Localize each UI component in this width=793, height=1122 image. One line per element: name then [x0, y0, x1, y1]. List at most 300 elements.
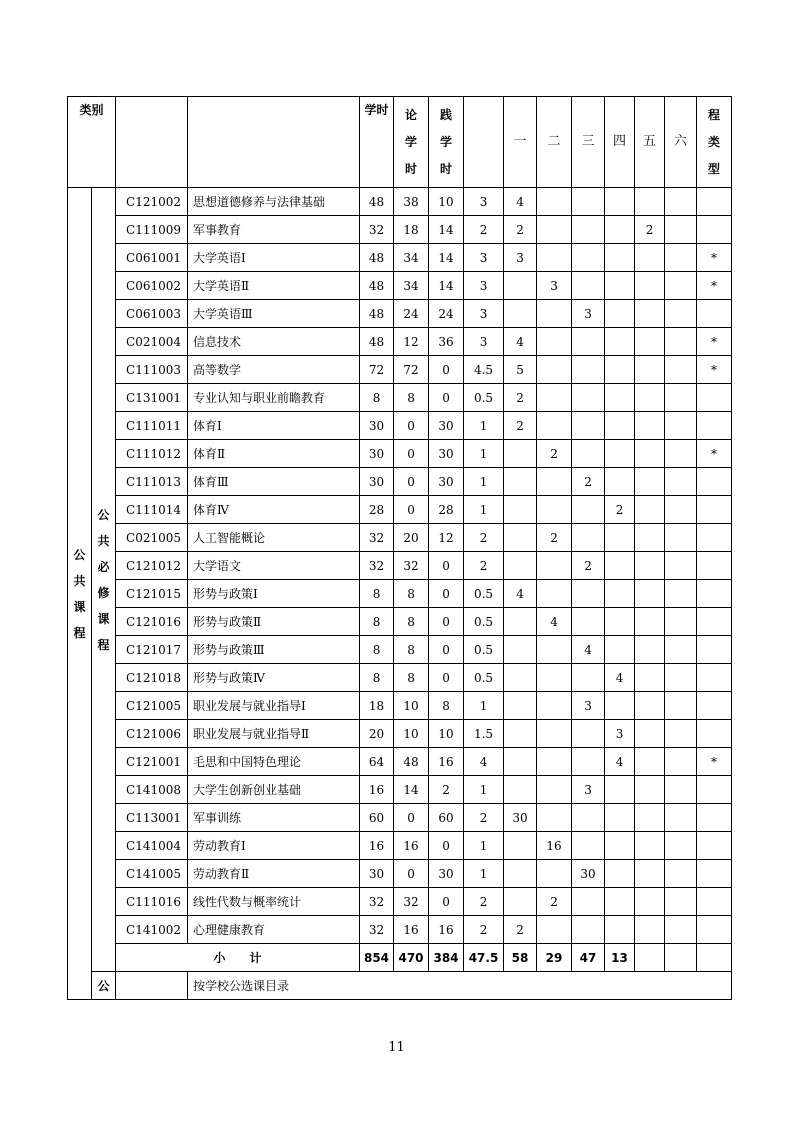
- cell-s3: [572, 580, 605, 608]
- cell-s6: [665, 804, 697, 832]
- cell-credit: 3: [464, 244, 504, 272]
- cell-hours: 48: [360, 244, 394, 272]
- cell-credit: 0.5: [464, 384, 504, 412]
- cell-practice: 0: [429, 832, 464, 860]
- cell-type: [697, 608, 732, 636]
- cell-type: [697, 216, 732, 244]
- cell-s6: [665, 496, 697, 524]
- cell-s5: [635, 832, 665, 860]
- cell-theory: 16: [394, 832, 429, 860]
- cell-credit: 2: [464, 916, 504, 944]
- cell-practice: 0: [429, 888, 464, 916]
- cell-s3: [572, 356, 605, 384]
- cell-s6: [665, 356, 697, 384]
- cell-practice: 12: [429, 524, 464, 552]
- cell-s3: [572, 524, 605, 552]
- cell-hours: 30: [360, 860, 394, 888]
- cell-s2: [537, 496, 572, 524]
- cell-s1: [504, 860, 537, 888]
- table-row: [68, 244, 732, 272]
- cell-s2: 2: [537, 524, 572, 552]
- course-name: 大学语文: [188, 552, 360, 580]
- cell-theory: 8: [394, 384, 429, 412]
- cell-s6: [665, 524, 697, 552]
- cell-s3: [572, 188, 605, 216]
- cell-hours: 32: [360, 552, 394, 580]
- cell-s5: [635, 356, 665, 384]
- course-code: C121016: [116, 608, 188, 636]
- cell-s4: [605, 356, 635, 384]
- cell-s6: [665, 468, 697, 496]
- cell-s3: [572, 804, 605, 832]
- cell-practice: 8: [429, 692, 464, 720]
- cell-s5: [635, 636, 665, 664]
- course-code: C131001: [116, 384, 188, 412]
- cell-s1: [504, 524, 537, 552]
- cell-s1: 4: [504, 580, 537, 608]
- cell-s5: [635, 888, 665, 916]
- cell-credit: 4.5: [464, 356, 504, 384]
- cell-credit: 3: [464, 328, 504, 356]
- course-code: C121001: [116, 748, 188, 776]
- cell-s1: [504, 300, 537, 328]
- cell-s6: [665, 720, 697, 748]
- cell-s2: [537, 552, 572, 580]
- cell-s3: [572, 888, 605, 916]
- cell-s5: [635, 244, 665, 272]
- header-sem2: 二: [537, 97, 572, 188]
- cell-s1: 5: [504, 356, 537, 384]
- cell-s3: 3: [572, 300, 605, 328]
- table-row: [68, 608, 732, 636]
- cell-s4: [605, 468, 635, 496]
- cell-s6: [665, 832, 697, 860]
- cell-s1: [504, 552, 537, 580]
- cell-theory: 0: [394, 440, 429, 468]
- cell-type: *: [697, 272, 732, 300]
- cell-s2: 16: [537, 832, 572, 860]
- cell-s2: 2: [537, 888, 572, 916]
- cell-s5: [635, 720, 665, 748]
- course-name: 形势与政策Ⅱ: [188, 608, 360, 636]
- cell-credit: 1: [464, 860, 504, 888]
- cell-type: [697, 776, 732, 804]
- cell-s5: [635, 580, 665, 608]
- course-code: C061002: [116, 272, 188, 300]
- cell-s1: [504, 468, 537, 496]
- cell-s1: [504, 692, 537, 720]
- course-name: 毛思和中国特色理论: [188, 748, 360, 776]
- table-row: [68, 356, 732, 384]
- curriculum-table: [67, 96, 732, 1000]
- cell-s2: [537, 776, 572, 804]
- header-practice: 践 学 时: [429, 97, 464, 188]
- cell-theory: 12: [394, 328, 429, 356]
- subtotal-empty: [635, 944, 665, 972]
- cell-s6: [665, 552, 697, 580]
- cell-hours: 16: [360, 776, 394, 804]
- cell-practice: 28: [429, 496, 464, 524]
- cell-theory: 8: [394, 664, 429, 692]
- course-code: C061001: [116, 244, 188, 272]
- cell-s4: [605, 244, 635, 272]
- cell-s2: [537, 244, 572, 272]
- cell-credit: 3: [464, 188, 504, 216]
- cell-hours: 8: [360, 636, 394, 664]
- table-row: [68, 552, 732, 580]
- cell-s3: [572, 216, 605, 244]
- course-name: 大学生创新创业基础: [188, 776, 360, 804]
- header-category: 类别: [68, 97, 116, 188]
- cell-theory: 0: [394, 804, 429, 832]
- cell-s2: [537, 188, 572, 216]
- cell-hours: 8: [360, 384, 394, 412]
- cell-s4: 4: [605, 748, 635, 776]
- cell-s3: 3: [572, 776, 605, 804]
- group-public-required: 公 共 必 修 课 程: [92, 188, 116, 972]
- course-name: 大学英语Ⅰ: [188, 244, 360, 272]
- cell-s6: [665, 636, 697, 664]
- cell-s4: [605, 188, 635, 216]
- cell-s6: [665, 216, 697, 244]
- cell-s1: 4: [504, 188, 537, 216]
- cell-s1: 2: [504, 384, 537, 412]
- course-code: C141002: [116, 916, 188, 944]
- cell-s2: [537, 216, 572, 244]
- header-row: [68, 97, 732, 188]
- cell-credit: 2: [464, 804, 504, 832]
- cell-type: *: [697, 244, 732, 272]
- course-name: 军事教育: [188, 216, 360, 244]
- cell-type: [697, 580, 732, 608]
- cell-s2: [537, 328, 572, 356]
- cell-s3: [572, 496, 605, 524]
- cell-practice: 0: [429, 580, 464, 608]
- course-name: 专业认知与职业前瞻教育: [188, 384, 360, 412]
- cell-s4: [605, 832, 635, 860]
- subtotal-s3: 47: [572, 944, 605, 972]
- cell-hours: 48: [360, 300, 394, 328]
- subtotal-hours: 854: [360, 944, 394, 972]
- cell-s5: [635, 664, 665, 692]
- cell-credit: 1: [464, 440, 504, 468]
- cell-type: [697, 636, 732, 664]
- table-row: [68, 412, 732, 440]
- cell-hours: 32: [360, 216, 394, 244]
- table-row: [68, 496, 732, 524]
- cell-credit: 1: [464, 692, 504, 720]
- cell-s4: [605, 440, 635, 468]
- cell-s4: 3: [605, 720, 635, 748]
- cell-hours: 20: [360, 720, 394, 748]
- cell-s2: 2: [537, 440, 572, 468]
- course-code: C121002: [116, 188, 188, 216]
- cell-s3: [572, 244, 605, 272]
- cell-practice: 30: [429, 860, 464, 888]
- cell-practice: 10: [429, 188, 464, 216]
- cell-s1: [504, 608, 537, 636]
- elective-row: [68, 972, 732, 1000]
- cell-hours: 72: [360, 356, 394, 384]
- cell-s6: [665, 328, 697, 356]
- cell-s3: 30: [572, 860, 605, 888]
- course-code: C111013: [116, 468, 188, 496]
- cell-s4: [605, 636, 635, 664]
- course-name: 形势与政策Ⅳ: [188, 664, 360, 692]
- subtotal-row: [68, 944, 732, 972]
- header-hours: 学时: [360, 97, 394, 188]
- cell-s2: [537, 300, 572, 328]
- cell-type: [697, 664, 732, 692]
- cell-s1: [504, 272, 537, 300]
- cell-s4: [605, 580, 635, 608]
- cell-hours: 30: [360, 412, 394, 440]
- cell-s6: [665, 888, 697, 916]
- cell-s6: [665, 748, 697, 776]
- cell-s4: [605, 216, 635, 244]
- table-row: [68, 692, 732, 720]
- cell-s1: [504, 664, 537, 692]
- cell-type: [697, 804, 732, 832]
- cell-theory: 20: [394, 524, 429, 552]
- course-code: C111011: [116, 412, 188, 440]
- cell-credit: 4: [464, 748, 504, 776]
- cell-type: [697, 412, 732, 440]
- cell-s1: [504, 776, 537, 804]
- cell-s2: 3: [537, 272, 572, 300]
- cell-theory: 0: [394, 412, 429, 440]
- subtotal-s4: 13: [605, 944, 635, 972]
- cell-s4: [605, 692, 635, 720]
- cell-s3: [572, 720, 605, 748]
- subtotal-s1: 58: [504, 944, 537, 972]
- table-row: [68, 384, 732, 412]
- cell-s1: [504, 888, 537, 916]
- cell-type: [697, 916, 732, 944]
- course-code: C111016: [116, 888, 188, 916]
- cell-theory: 32: [394, 888, 429, 916]
- cell-s1: 2: [504, 412, 537, 440]
- cell-s5: [635, 384, 665, 412]
- cell-credit: 0.5: [464, 636, 504, 664]
- cell-s3: [572, 384, 605, 412]
- cell-practice: 14: [429, 244, 464, 272]
- cell-practice: 16: [429, 748, 464, 776]
- cell-s5: [635, 468, 665, 496]
- cell-s5: [635, 608, 665, 636]
- cell-theory: 34: [394, 244, 429, 272]
- course-code: C061003: [116, 300, 188, 328]
- course-code: C121015: [116, 580, 188, 608]
- cell-theory: 10: [394, 692, 429, 720]
- cell-s4: [605, 888, 635, 916]
- header-sem3: 三: [572, 97, 605, 188]
- cell-s6: [665, 384, 697, 412]
- course-name: 军事训练: [188, 804, 360, 832]
- cell-theory: 18: [394, 216, 429, 244]
- course-name: 体育Ⅲ: [188, 468, 360, 496]
- cell-s5: [635, 552, 665, 580]
- cell-practice: 0: [429, 636, 464, 664]
- course-name: 形势与政策Ⅲ: [188, 636, 360, 664]
- cell-practice: 0: [429, 608, 464, 636]
- cell-s2: [537, 664, 572, 692]
- cell-s4: 2: [605, 496, 635, 524]
- header-sem6: 六: [665, 97, 697, 188]
- cell-practice: 16: [429, 916, 464, 944]
- cell-s2: [537, 412, 572, 440]
- cell-s2: [537, 720, 572, 748]
- cell-type: [697, 188, 732, 216]
- table-row: [68, 832, 732, 860]
- cell-practice: 14: [429, 216, 464, 244]
- table-row: [68, 216, 732, 244]
- cell-credit: 1: [464, 412, 504, 440]
- course-code: C021005: [116, 524, 188, 552]
- cell-type: [697, 552, 732, 580]
- table-row: [68, 468, 732, 496]
- course-code: C141008: [116, 776, 188, 804]
- cell-type: [697, 720, 732, 748]
- cell-s4: 4: [605, 664, 635, 692]
- course-code: C141004: [116, 832, 188, 860]
- cell-practice: 30: [429, 468, 464, 496]
- cell-hours: 8: [360, 664, 394, 692]
- cell-s4: [605, 328, 635, 356]
- cell-theory: 38: [394, 188, 429, 216]
- cell-credit: 0.5: [464, 664, 504, 692]
- cell-hours: 48: [360, 188, 394, 216]
- header-sem4: 四: [605, 97, 635, 188]
- cell-hours: 8: [360, 580, 394, 608]
- course-code: C111009: [116, 216, 188, 244]
- cell-s5: [635, 692, 665, 720]
- cell-s1: [504, 440, 537, 468]
- elective-name: 按学校公选课目录: [188, 972, 732, 1000]
- cell-type: [697, 384, 732, 412]
- course-code: C121018: [116, 664, 188, 692]
- course-code: C113001: [116, 804, 188, 832]
- elective-code: [116, 972, 188, 1000]
- cell-credit: 1: [464, 468, 504, 496]
- cell-s2: [537, 384, 572, 412]
- cell-s6: [665, 776, 697, 804]
- cell-s1: 30: [504, 804, 537, 832]
- course-name: 线性代数与概率统计: [188, 888, 360, 916]
- cell-s4: [605, 272, 635, 300]
- course-code: C021004: [116, 328, 188, 356]
- cell-s6: [665, 692, 697, 720]
- cell-s5: [635, 300, 665, 328]
- cell-s4: [605, 552, 635, 580]
- course-code: C121006: [116, 720, 188, 748]
- cell-s5: [635, 440, 665, 468]
- cell-s1: 3: [504, 244, 537, 272]
- cell-s2: [537, 692, 572, 720]
- header-sem1: 一: [504, 97, 537, 188]
- course-name: 体育Ⅱ: [188, 440, 360, 468]
- table-row: [68, 188, 732, 216]
- cell-s1: [504, 496, 537, 524]
- table-row: [68, 328, 732, 356]
- cell-theory: 8: [394, 608, 429, 636]
- cell-credit: 2: [464, 524, 504, 552]
- course-code: C111014: [116, 496, 188, 524]
- cell-practice: 2: [429, 776, 464, 804]
- subtotal-credit: 47.5: [464, 944, 504, 972]
- cell-s3: [572, 916, 605, 944]
- cell-s5: [635, 412, 665, 440]
- cell-s2: [537, 636, 572, 664]
- cell-s4: [605, 300, 635, 328]
- cell-s2: [537, 804, 572, 832]
- cell-theory: 16: [394, 916, 429, 944]
- cell-credit: 0.5: [464, 580, 504, 608]
- cell-type: [697, 832, 732, 860]
- cell-theory: 0: [394, 860, 429, 888]
- cell-s3: 3: [572, 692, 605, 720]
- cell-s5: [635, 776, 665, 804]
- cell-credit: 1: [464, 832, 504, 860]
- course-name: 信息技术: [188, 328, 360, 356]
- cell-s5: [635, 496, 665, 524]
- cell-type: *: [697, 328, 732, 356]
- cell-type: [697, 692, 732, 720]
- cell-s5: [635, 272, 665, 300]
- cell-s4: [605, 860, 635, 888]
- table-row: [68, 888, 732, 916]
- table-row: [68, 776, 732, 804]
- cell-type: [697, 300, 732, 328]
- cell-s5: [635, 748, 665, 776]
- cell-s6: [665, 608, 697, 636]
- page-number: 11: [388, 1040, 405, 1055]
- header-code: [116, 97, 188, 188]
- cell-type: [697, 888, 732, 916]
- course-name: 心理健康教育: [188, 916, 360, 944]
- cell-s3: [572, 440, 605, 468]
- cell-theory: 72: [394, 356, 429, 384]
- cell-theory: 14: [394, 776, 429, 804]
- table-row: [68, 748, 732, 776]
- cell-s1: [504, 748, 537, 776]
- course-name: 人工智能概论: [188, 524, 360, 552]
- course-code: C121017: [116, 636, 188, 664]
- cell-s4: [605, 608, 635, 636]
- table-row: [68, 636, 732, 664]
- cell-s1: 2: [504, 916, 537, 944]
- table-row: [68, 860, 732, 888]
- cell-s4: [605, 524, 635, 552]
- cell-s3: [572, 832, 605, 860]
- cell-s1: [504, 636, 537, 664]
- cell-theory: 0: [394, 496, 429, 524]
- cell-s2: [537, 356, 572, 384]
- cell-credit: 2: [464, 552, 504, 580]
- cell-hours: 32: [360, 524, 394, 552]
- header-theory: 论 学 时: [394, 97, 429, 188]
- cell-hours: 32: [360, 916, 394, 944]
- course-code: C111012: [116, 440, 188, 468]
- cell-type: [697, 524, 732, 552]
- group-public-elective: 公: [92, 972, 116, 1000]
- cell-theory: 48: [394, 748, 429, 776]
- subtotal-label: 小 计: [116, 944, 360, 972]
- cell-s4: [605, 776, 635, 804]
- cell-type: *: [697, 748, 732, 776]
- cell-theory: 0: [394, 468, 429, 496]
- cell-s5: 2: [635, 216, 665, 244]
